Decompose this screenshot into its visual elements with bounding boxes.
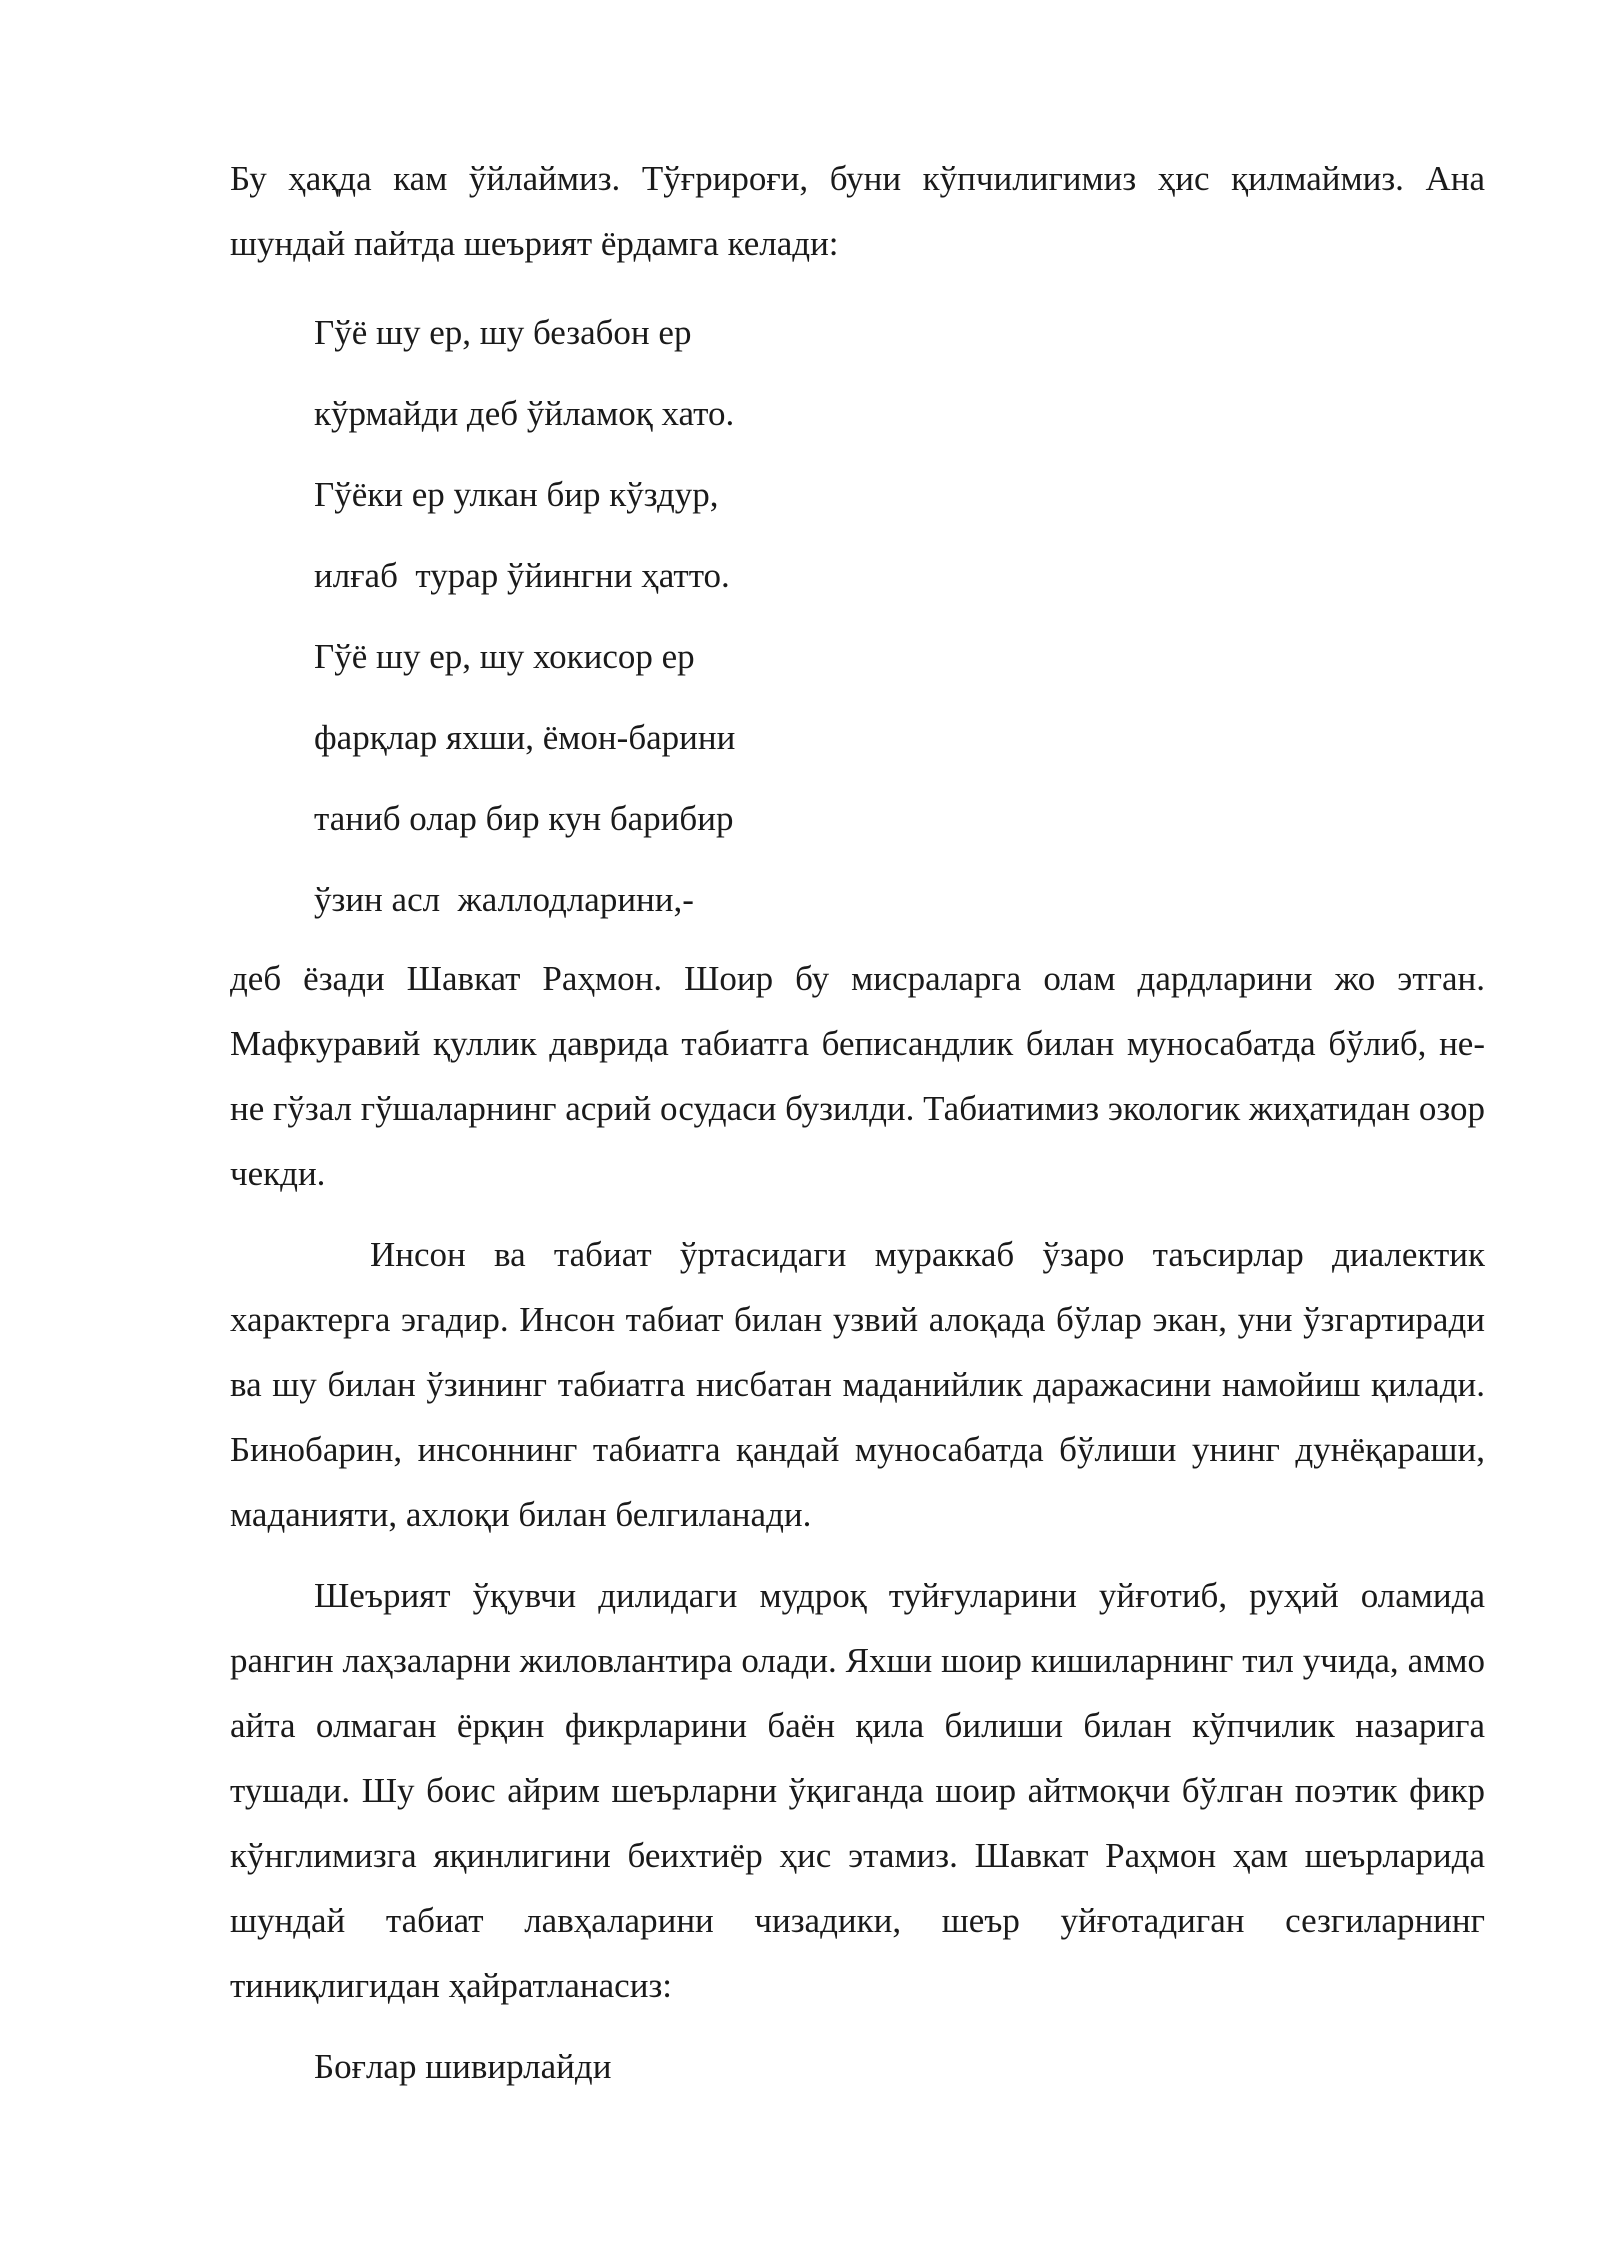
paragraph-poetry: Шеърият ўқувчи дилидаги мудроқ туйғуларини уйғотиб, руҳий оламида рангин лаҳзаларни жиловлантира олади. Яхши шоир кишиларнинг тил учида, аммо айта олмаган ёрқин фикрларини баён қила билиши билан кўпчилик назарига тушади. Шу боис айрим шеърларни ўқиганда шоир айтмоқчи бўлган поэтик фикр кўнглимизга яқинлигини беихтиёр ҳис этамиз. Шавкат Раҳмон ҳам шеърларида шундай табиат лавҳаларини чизадики, шеър уйғотадиган сезгиларнинг тиниқлигидан ҳайратланасиз:: [230, 1576, 1485, 2005]
poem-line: Гўёки ер улкан бир кўздур,: [314, 475, 719, 514]
paragraph-intro: Бу ҳақда кам ўйлаймиз. Тўғрироғи, буни кўпчилигимиз ҳис қилмаймиз. Ана шундай пайтда шеърият ёрдамга келади:: [230, 159, 1485, 263]
paragraph-nature-dialectic: Инсон ва табиат ўртасидаги мураккаб ўзаро таъсирлар диалектик характерга эгадир. Инсон табиат билан узвий алоқада бўлар экан, уни ўзгартиради ва шу билан ўзининг табиатга нисбатан маданийлик даражасини намойиш қилади. Бинобарин, инсоннинг табиатга қандай муносабатда бўлиши унинг дунёқараши, маданияти, ахлоқи билан белгиланади.: [230, 1235, 1485, 1534]
poem-line: фарқлар яхши, ёмон-барини: [314, 718, 736, 757]
poem-line: Гўё шу ер, шу безабон ер: [314, 313, 692, 352]
paragraph-attribution: деб ёзади Шавкат Раҳмон. Шоир бу мисраларга олам дардларини жо этган. Мафкуравий қуллик даврида табиатга беписандлик билан муносабатда бўлиб, не-не гўзал гўшаларнинг асрий осудаси бузилди. Табиатимиз экологик жиҳатидан озор чекди.: [230, 959, 1485, 1193]
poem-line: таниб олар бир кун барибир: [314, 799, 734, 838]
poem-line: илғаб турар ўйингни ҳатто.: [314, 556, 730, 595]
poem-line: кўрмайди деб ўйламоқ хато.: [314, 394, 735, 433]
poem-line: Боғлар шивирлайди: [314, 2047, 612, 2086]
poem-line: ўзин асл жаллодларини,-: [314, 880, 694, 919]
poem-stanza-2: [230, 2026, 1485, 2107]
poem-line: Гўё шу ер, шу хокисор ер: [314, 637, 695, 676]
document-body: [230, 146, 1485, 2107]
poem-stanza-1: [230, 292, 1485, 940]
